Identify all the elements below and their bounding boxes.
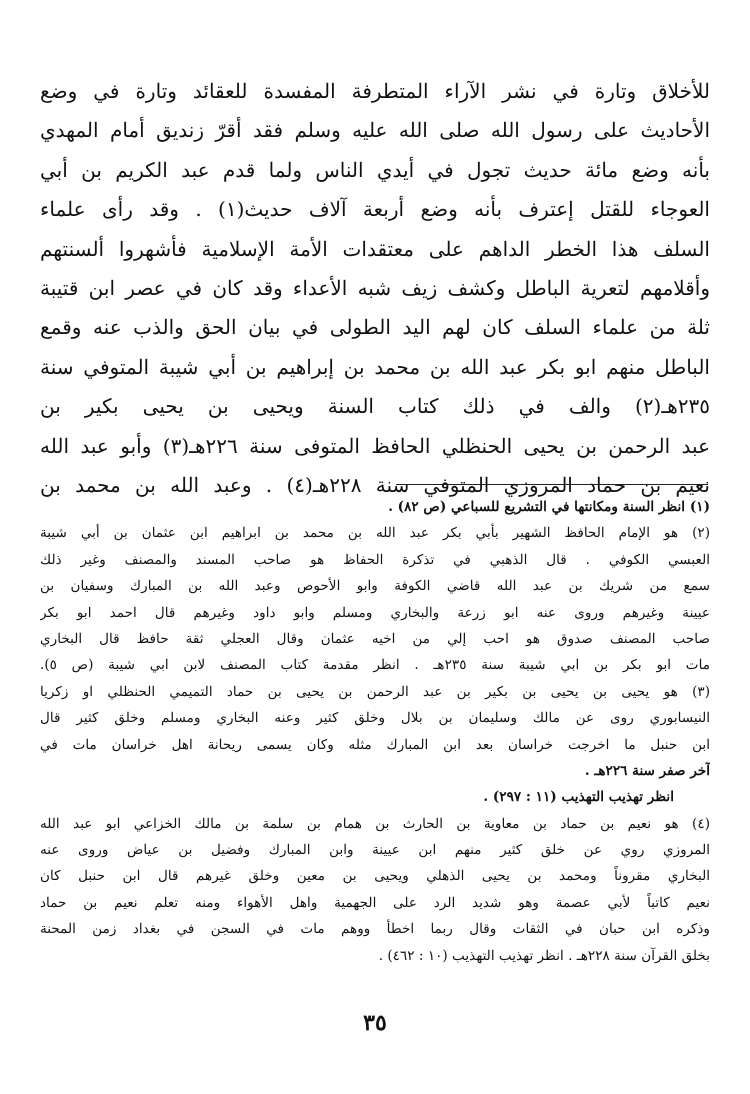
body-line: العوجاء للقتل إعترف بأنه وضع أربعة آلاف حديث(١) . وقد رأى علماء [40, 197, 710, 222]
footnote-line: ابن حنبل ما اخرجت خراسان بعد ابن المبارك مثله وكان يسمى ريحانة اهل خراسان مات في [40, 736, 710, 753]
body-line: عبد الرحمن بن يحيى الحنظلي الحافظ المتوفى سنة ٢٢٦هـ(٣) وأبو عبد الله [40, 433, 710, 458]
footnote-line: آخر صفر سنة ٢٢٦هـ . [584, 762, 710, 779]
footnote-line: صاحب المصنف صدوق هو احب إلي من اخيه عثمان وقال العجلي ثقة حافظ قال البخاري [40, 630, 710, 647]
body-line: للأخلاق وتارة في نشر الآراء المتطرفة المفسدة للعقائد وتارة في وضع [40, 79, 710, 103]
footnote-line: عيينة وغيرهم وروى عنه ابو زرعة والبخاري ومسلم وابو داود وغيرهم قال احمد ابو بكر [40, 604, 710, 621]
body-line: ثلة من علماء السلف كان لهم اليد الطولى في بيان الحق والذب عنه وقمع [40, 315, 710, 340]
page-number: ٣٥ [363, 1010, 387, 1036]
footnote-line: البخاري مقروناً ومحمد بن يحيى الذهلي ويحيى بن معين وخلق غيرهم قال ابن حنبل كان [40, 868, 710, 885]
footnote-line: بخلق القرآن سنة ٢٢٨هـ . انظر تهذيب التهذيب (١٠ : ٤٦٢) . [378, 947, 710, 964]
footnote-line: مات ابو بكر بن ابي شيبة سنة ٢٣٥هـ . انظر مقدمة كتاب المصنف لابن ابي شيبة (ص ٥). [40, 657, 710, 674]
footnotes-block [40, 494, 710, 969]
footnote-line: وذكره ابن حبان في الثقات وقال ربما اخطأ ووهم مات في السجن في بغداد زمن المحنة [40, 921, 710, 938]
body-line: نعيم بن حماد المروزي المتوفي سنة ٢٢٨هـ(٤) . وعبد الله بن محمد بن [40, 472, 710, 497]
footnote-line: انظر تهذيب التهذيب (١١ : ٢٩٧) . [483, 789, 674, 806]
body-line: ٢٣٥هـ(٢) والف في ذلك كتاب السنة ويحيى بن يحيى بكير بن [40, 394, 710, 419]
footnote-line: المروزي روي عن خلق كثير منهم ابن عيينة وابن المبارك وفضيل بن عياض وروى عنه [40, 842, 710, 859]
body-line: وأقلامهم لتعرية الباطل وكشف زيف شبه الأعداء وقد كان في عصر ابن قتيبة [40, 275, 710, 300]
footnote-line: (١) انظر السنة ومكانتها في التشريع للسباعي (ص ٨٢) . [388, 499, 710, 515]
body-line: بأنه وضع مائة حديث تجول في أيدي الناس ولما قدم عبد الكريم بن أبي [40, 157, 710, 182]
main-text-block [40, 72, 710, 505]
footnote-line: (٢) هو الإمام الحافظ الشهير بأبي بكر عبد الله بن محمد بن ابراهيم ابن عثمان بن أبي شيبة [40, 525, 710, 542]
body-line: السلف هذا الخطر الداهم على معتقدات الأمة الإسلامية فأشهروا ألسنتهم [40, 236, 710, 261]
footnote-line: العبسي الكوفي . قال الذهبي في تذكرة الحفاظ هو صاحب المسند والمصنف وغير ذلك [40, 551, 710, 568]
footnote-divider [396, 484, 708, 485]
footnote-line: (٤) هو نعيم بن حماد بن معاوية بن الحارث بن همام بن سلمة بن مالك الخزاعي ابو عبد الله [40, 815, 710, 832]
body-line: الباطل منهم ابو بكر عبد الله بن محمد بن إبراهيم بن أبي شيبة المتوفي سنة [40, 354, 710, 379]
footnote-line: نعيم كاتباً لأبي عصمة وهو شديد الرد على الجهمية واهل الأهواء ومنه تعلم نعيم بن حماد [40, 894, 710, 911]
footnote-line: النيسابوري روى عن مالك وسليمان بن بلال وخلق كثير وعنه البخاري ومسلم وخلق كثير قال [40, 710, 710, 727]
body-line: الأحاديث على رسول الله صلى الله عليه وسلم فقد أقرّ زنديق أمام المهدي [40, 118, 710, 143]
footnote-line: سمع من شريك بن عبد الله قاضي الكوفة وابو الأحوص وعبد الله بن المبارك وسفيان بن [40, 578, 710, 595]
footnote-line: (٣) هو يحيى بن يحيى بن بكير بن عبد الرحمن بن يحيى بن حماد التميمي الحنظلي او زكريا [40, 683, 710, 700]
